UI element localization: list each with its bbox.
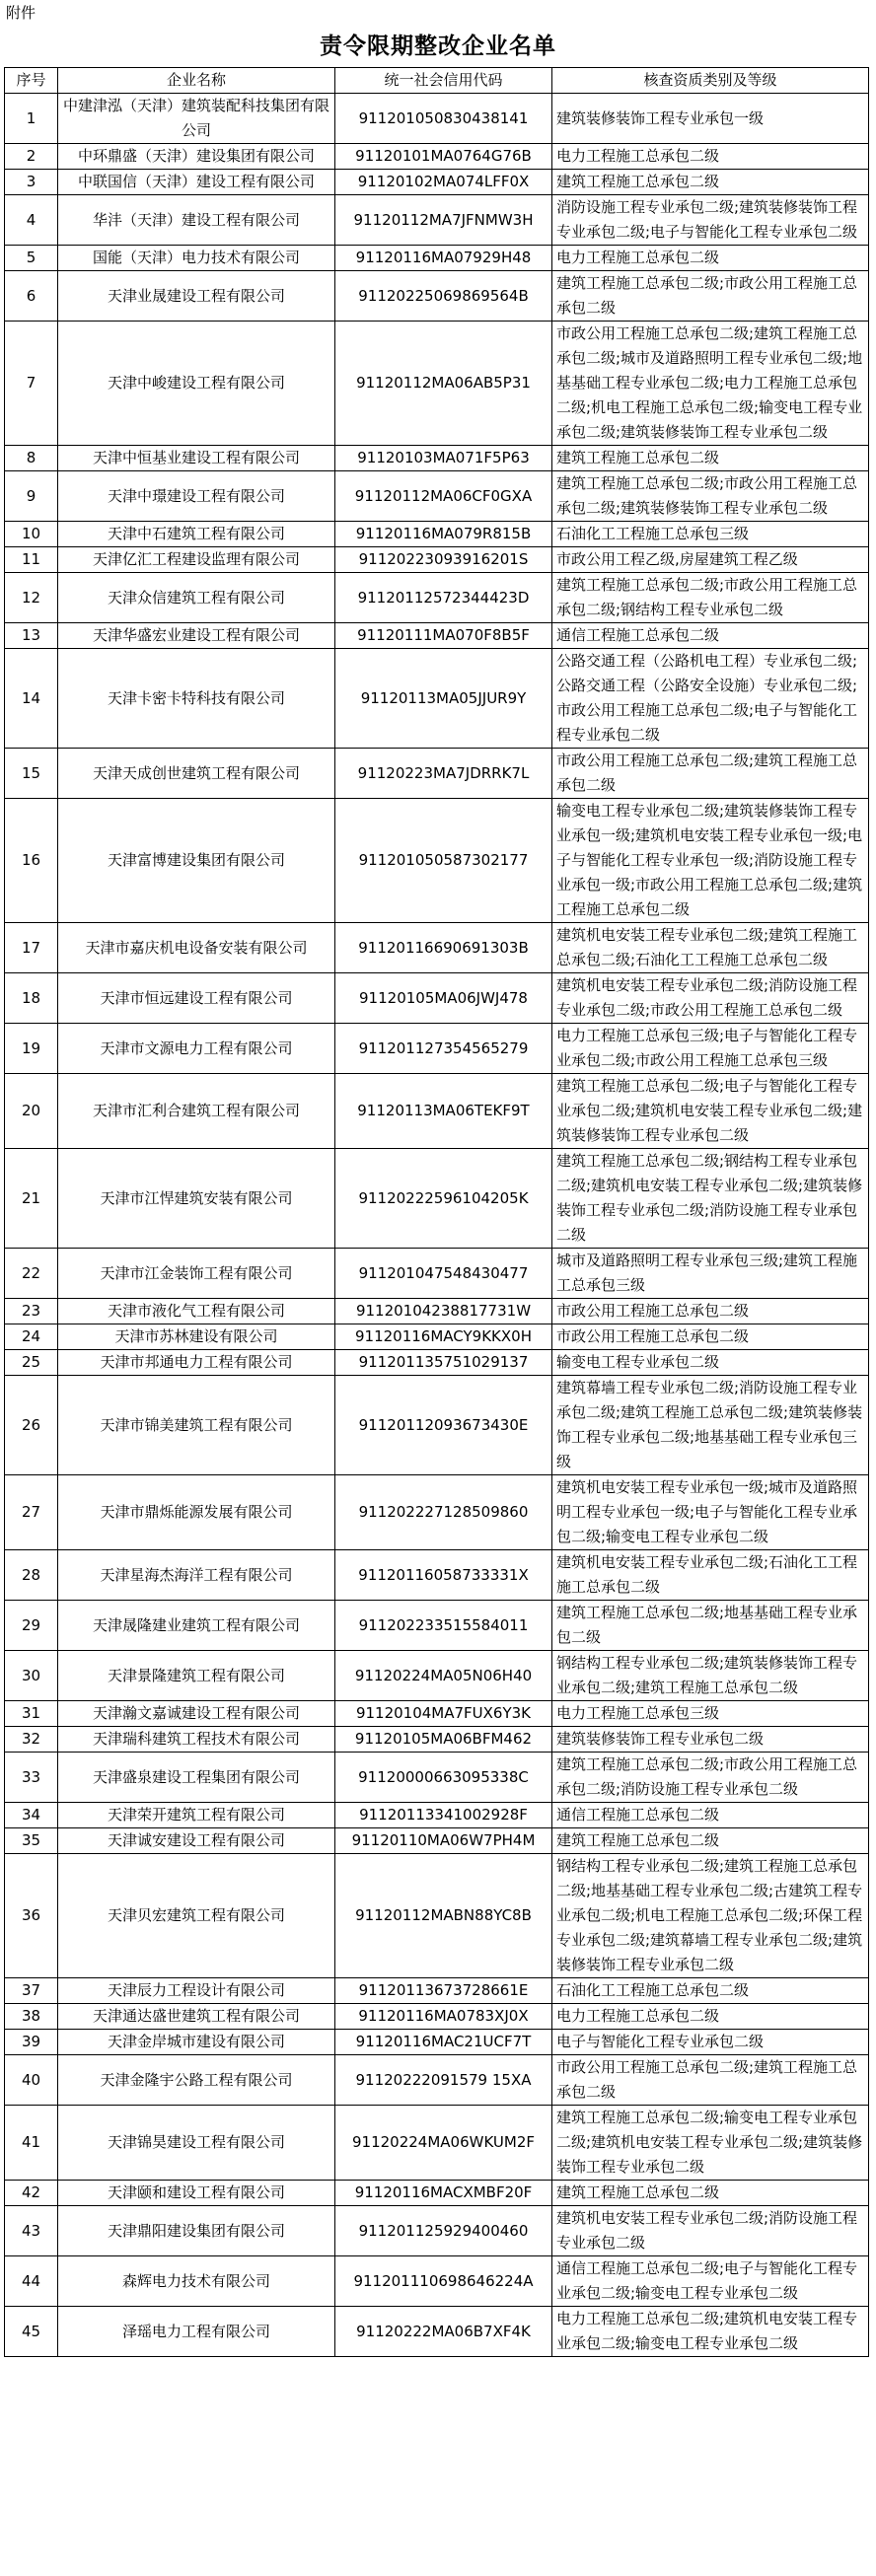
- attachment-label: 附件: [6, 4, 36, 22]
- row-qualification: 市政公用工程施工总承包二级: [552, 1299, 869, 1324]
- table-row: [5, 623, 869, 649]
- row-index: 33: [5, 1753, 58, 1803]
- table-row: [5, 94, 869, 144]
- table-row: [5, 1727, 869, 1753]
- table-row: [5, 799, 869, 923]
- row-index: 34: [5, 1803, 58, 1828]
- row-qualification: 城市及道路照明工程专业承包三级;建筑工程施工总承包三级: [552, 1249, 869, 1299]
- row-qualification: 市政公用工程施工总承包二级: [552, 1324, 869, 1350]
- row-credit-code: 91120116MAC21UCF7T: [335, 2030, 552, 2055]
- row-index: 11: [5, 547, 58, 573]
- row-qualification: 建筑工程施工总承包二级: [552, 170, 869, 195]
- row-index: 3: [5, 170, 58, 195]
- table-row: [5, 1149, 869, 1249]
- row-credit-code: 911201050587302177: [335, 799, 552, 923]
- row-credit-code: 91120112572344423D: [335, 573, 552, 623]
- row-index: 36: [5, 1854, 58, 1978]
- row-credit-code: 91120000663095338C: [335, 1753, 552, 1803]
- row-index: 27: [5, 1475, 58, 1550]
- table-row: [5, 2106, 869, 2181]
- row-credit-code: 911201127354565279: [335, 1024, 552, 1074]
- row-index: 15: [5, 749, 58, 799]
- row-company-name: 中建津泓（天津）建筑装配科技集团有限公司: [58, 94, 335, 144]
- row-index: 17: [5, 923, 58, 973]
- row-company-name: 天津市江悍建筑安装有限公司: [58, 1149, 335, 1249]
- row-index: 26: [5, 1376, 58, 1475]
- table-row: [5, 2256, 869, 2307]
- row-credit-code: 91120102MA074LFF0X: [335, 170, 552, 195]
- row-company-name: 天津市江金装饰工程有限公司: [58, 1249, 335, 1299]
- row-company-name: 天津辰力工程设计有限公司: [58, 1978, 335, 2004]
- row-qualification: 输变电工程专业承包二级: [552, 1350, 869, 1376]
- table-row: [5, 446, 869, 471]
- row-credit-code: 91120223093916201S: [335, 547, 552, 573]
- table-row: [5, 1978, 869, 2004]
- row-company-name: 天津中峻建设工程有限公司: [58, 322, 335, 446]
- row-index: 29: [5, 1601, 58, 1651]
- row-credit-code: 911202233515584011: [335, 1601, 552, 1651]
- row-index: 19: [5, 1024, 58, 1074]
- table-row: [5, 2181, 869, 2206]
- row-index: 40: [5, 2055, 58, 2106]
- row-index: 30: [5, 1651, 58, 1701]
- row-credit-code: 91120101MA0764G76B: [335, 144, 552, 170]
- row-company-name: 天津市汇利合建筑工程有限公司: [58, 1074, 335, 1149]
- row-credit-code: 91120104238817731W: [335, 1299, 552, 1324]
- table-row: [5, 923, 869, 973]
- table-row: [5, 1299, 869, 1324]
- row-company-name: 天津景隆建筑工程有限公司: [58, 1651, 335, 1701]
- row-company-name: 天津市恒远建设工程有限公司: [58, 973, 335, 1024]
- row-company-name: 天津亿汇工程建设监理有限公司: [58, 547, 335, 573]
- row-index: 23: [5, 1299, 58, 1324]
- table-row: [5, 1376, 869, 1475]
- row-index: 4: [5, 195, 58, 246]
- row-company-name: 华沣（天津）建设工程有限公司: [58, 195, 335, 246]
- row-company-name: 天津瑞科建筑工程技术有限公司: [58, 1727, 335, 1753]
- table-row: [5, 2206, 869, 2256]
- table-row: [5, 2307, 869, 2357]
- row-credit-code: 91120116MA0783XJ0X: [335, 2004, 552, 2030]
- row-qualification: 建筑工程施工总承包二级;钢结构工程专业承包二级;建筑机电安装工程专业承包二级;建筑装修装饰工程专业承包二级;消防设施工程专业承包二级: [552, 1149, 869, 1249]
- row-qualification: 市政公用工程施工总承包二级;建筑工程施工总承包二级: [552, 2055, 869, 2106]
- table-row: [5, 649, 869, 749]
- row-qualification: 建筑机电安装工程专业承包二级;石油化工工程施工总承包二级: [552, 1550, 869, 1601]
- row-company-name: 天津中恒基业建设工程有限公司: [58, 446, 335, 471]
- row-qualification: 钢结构工程专业承包二级;建筑装修装饰工程专业承包二级;建筑工程施工总承包二级: [552, 1651, 869, 1701]
- row-credit-code: 91120103MA071F5P63: [335, 446, 552, 471]
- row-index: 25: [5, 1350, 58, 1376]
- row-company-name: 天津市鼎烁能源发展有限公司: [58, 1475, 335, 1550]
- row-index: 45: [5, 2307, 58, 2357]
- row-index: 37: [5, 1978, 58, 2004]
- row-index: 21: [5, 1149, 58, 1249]
- row-company-name: 国能（天津）电力技术有限公司: [58, 246, 335, 271]
- row-qualification: 建筑工程施工总承包二级: [552, 1828, 869, 1854]
- table-row: [5, 973, 869, 1024]
- row-qualification: 建筑装修装饰工程专业承包二级: [552, 1727, 869, 1753]
- table-row: [5, 1803, 869, 1828]
- row-company-name: 天津市锦美建筑工程有限公司: [58, 1376, 335, 1475]
- table-row: [5, 1475, 869, 1550]
- row-company-name: 天津中璟建设工程有限公司: [58, 471, 335, 522]
- row-qualification: 电力工程施工总承包二级: [552, 144, 869, 170]
- row-credit-code: 911201125929400460: [335, 2206, 552, 2256]
- row-index: 12: [5, 573, 58, 623]
- row-qualification: 建筑工程施工总承包二级;输变电工程专业承包二级;建筑机电安装工程专业承包二级;建筑装修装饰工程专业承包二级: [552, 2106, 869, 2181]
- row-index: 32: [5, 1727, 58, 1753]
- row-credit-code: 91120116MACXMBF20F: [335, 2181, 552, 2206]
- row-credit-code: 91120222091579 15XA: [335, 2055, 552, 2106]
- table-row: [5, 322, 869, 446]
- row-index: 31: [5, 1701, 58, 1727]
- row-qualification: 石油化工工程施工总承包三级: [552, 522, 869, 547]
- table-row: [5, 547, 869, 573]
- row-qualification: 输变电工程专业承包二级;建筑装修装饰工程专业承包一级;建筑机电安装工程专业承包一级;电子与智能化工程专业承包一级;消防设施工程专业承包一级;市政公用工程施工总承包二级;建筑工程施工总承包二级: [552, 799, 869, 923]
- row-credit-code: 91120116MACY9KKX0H: [335, 1324, 552, 1350]
- row-index: 28: [5, 1550, 58, 1601]
- row-qualification: 建筑工程施工总承包二级;市政公用工程施工总承包二级;消防设施工程专业承包二级: [552, 1753, 869, 1803]
- row-credit-code: 91120112MA06AB5P31: [335, 322, 552, 446]
- row-index: 14: [5, 649, 58, 749]
- row-index: 41: [5, 2106, 58, 2181]
- row-index: 24: [5, 1324, 58, 1350]
- row-qualification: 电力工程施工总承包二级;建筑机电安装工程专业承包二级;输变电工程专业承包二级: [552, 2307, 869, 2357]
- row-company-name: 天津天成创世建筑工程有限公司: [58, 749, 335, 799]
- row-qualification: 建筑幕墙工程专业承包二级;消防设施工程专业承包二级;建筑工程施工总承包二级;建筑装修装饰工程专业承包二级;地基基础工程专业承包三级: [552, 1376, 869, 1475]
- row-company-name: 天津瀚文嘉诚建设工程有限公司: [58, 1701, 335, 1727]
- row-credit-code: 91120222596104205K: [335, 1149, 552, 1249]
- row-index: 20: [5, 1074, 58, 1149]
- table-row: [5, 144, 869, 170]
- row-qualification: 电力工程施工总承包二级: [552, 2004, 869, 2030]
- row-qualification: 通信工程施工总承包二级: [552, 1803, 869, 1828]
- table-row: [5, 1854, 869, 1978]
- row-credit-code: 91120105MA06BFM462: [335, 1727, 552, 1753]
- row-index: 9: [5, 471, 58, 522]
- table-row: [5, 1324, 869, 1350]
- row-qualification: 建筑工程施工总承包二级: [552, 446, 869, 471]
- row-qualification: 建筑工程施工总承包二级;电子与智能化工程专业承包二级;建筑机电安装工程专业承包二级;建筑装修装饰工程专业承包二级: [552, 1074, 869, 1149]
- row-qualification: 消防设施工程专业承包二级;建筑装修装饰工程专业承包二级;电子与智能化工程专业承包二级: [552, 195, 869, 246]
- table-row: [5, 1753, 869, 1803]
- table-row: [5, 271, 869, 322]
- row-index: 6: [5, 271, 58, 322]
- table-row: [5, 1828, 869, 1854]
- table-row: [5, 246, 869, 271]
- row-qualification: 公路交通工程（公路机电工程）专业承包二级;公路交通工程（公路安全设施）专业承包二级;市政公用工程施工总承包二级;电子与智能化工程专业承包二级: [552, 649, 869, 749]
- row-credit-code: 91120113673728661E: [335, 1978, 552, 2004]
- table-row: [5, 1601, 869, 1651]
- table-row: [5, 471, 869, 522]
- row-company-name: 天津中石建筑工程有限公司: [58, 522, 335, 547]
- row-company-name: 泽瑶电力工程有限公司: [58, 2307, 335, 2357]
- row-company-name: 天津鼎阳建设集团有限公司: [58, 2206, 335, 2256]
- row-index: 13: [5, 623, 58, 649]
- row-company-name: 天津通达盛世建筑工程有限公司: [58, 2004, 335, 2030]
- table-header-row: [5, 68, 869, 94]
- row-qualification: 建筑工程施工总承包二级;地基基础工程专业承包二级: [552, 1601, 869, 1651]
- row-qualification: 市政公用工程乙级,房屋建筑工程乙级: [552, 547, 869, 573]
- row-company-name: 天津金隆宇公路工程有限公司: [58, 2055, 335, 2106]
- row-credit-code: 91120113MA06TEKF9T: [335, 1074, 552, 1149]
- table-row: [5, 1249, 869, 1299]
- row-qualification: 建筑机电安装工程专业承包二级;消防设施工程专业承包二级;市政公用工程施工总承包二级: [552, 973, 869, 1024]
- row-index: 8: [5, 446, 58, 471]
- row-index: 5: [5, 246, 58, 271]
- row-credit-code: 911201050830438141: [335, 94, 552, 144]
- row-credit-code: 91120104MA7FUX6Y3K: [335, 1701, 552, 1727]
- row-credit-code: 91120224MA06WKUM2F: [335, 2106, 552, 2181]
- row-credit-code: 91120222MA06B7XF4K: [335, 2307, 552, 2357]
- row-credit-code: 911201047548430477: [335, 1249, 552, 1299]
- document-title: 责令限期整改企业名单: [320, 34, 556, 59]
- row-qualification: 建筑装修装饰工程专业承包一级: [552, 94, 869, 144]
- row-company-name: 天津业晟建设工程有限公司: [58, 271, 335, 322]
- row-index: 44: [5, 2256, 58, 2307]
- table-row: [5, 1651, 869, 1701]
- row-company-name: 天津诚安建设工程有限公司: [58, 1828, 335, 1854]
- row-credit-code: 91120116MA079R815B: [335, 522, 552, 547]
- row-qualification: 市政公用工程施工总承包二级;建筑工程施工总承包二级: [552, 749, 869, 799]
- row-index: 1: [5, 94, 58, 144]
- header-qualification: 核查资质类别及等级: [552, 68, 869, 94]
- row-qualification: 电力工程施工总承包二级: [552, 246, 869, 271]
- row-qualification: 建筑机电安装工程专业承包二级;消防设施工程专业承包二级: [552, 2206, 869, 2256]
- header-credit-code: 统一社会信用代码: [335, 68, 552, 94]
- row-qualification: 建筑工程施工总承包二级: [552, 2181, 869, 2206]
- row-qualification: 电力工程施工总承包三级;电子与智能化工程专业承包二级;市政公用工程施工总承包三级: [552, 1024, 869, 1074]
- row-credit-code: 91120113341002928F: [335, 1803, 552, 1828]
- row-company-name: 天津晟隆建业建筑工程有限公司: [58, 1601, 335, 1651]
- row-credit-code: 91120223MA7JDRRK7L: [335, 749, 552, 799]
- row-credit-code: 911201110698646224A: [335, 2256, 552, 2307]
- row-credit-code: 91120111MA070F8B5F: [335, 623, 552, 649]
- row-index: 10: [5, 522, 58, 547]
- row-credit-code: 91120116058733331X: [335, 1550, 552, 1601]
- table-row: [5, 749, 869, 799]
- row-index: 18: [5, 973, 58, 1024]
- table-row: [5, 573, 869, 623]
- row-company-name: 天津富博建设集团有限公司: [58, 799, 335, 923]
- row-credit-code: 91120113MA05JJUR9Y: [335, 649, 552, 749]
- row-company-name: 中联国信（天津）建设工程有限公司: [58, 170, 335, 195]
- table-row: [5, 1701, 869, 1727]
- row-credit-code: 91120105MA06JWJ478: [335, 973, 552, 1024]
- row-credit-code: 91120112MA06CF0GXA: [335, 471, 552, 522]
- row-qualification: 建筑机电安装工程专业承包二级;建筑工程施工总承包二级;石油化工工程施工总承包二级: [552, 923, 869, 973]
- row-company-name: 森辉电力技术有限公司: [58, 2256, 335, 2307]
- table-body: [5, 94, 869, 2357]
- row-company-name: 天津众信建筑工程有限公司: [58, 573, 335, 623]
- row-qualification: 通信工程施工总承包二级;电子与智能化工程专业承包二级;输变电工程专业承包二级: [552, 2256, 869, 2307]
- row-company-name: 天津市液化气工程有限公司: [58, 1299, 335, 1324]
- row-index: 22: [5, 1249, 58, 1299]
- table-row: [5, 2004, 869, 2030]
- enterprise-table: [4, 67, 869, 2357]
- row-company-name: 天津金岸城市建设有限公司: [58, 2030, 335, 2055]
- table-row: [5, 522, 869, 547]
- row-qualification: 电子与智能化工程专业承包二级: [552, 2030, 869, 2055]
- row-credit-code: 91120225069869564B: [335, 271, 552, 322]
- row-company-name: 天津华盛宏业建设工程有限公司: [58, 623, 335, 649]
- row-credit-code: 91120224MA05N06H40: [335, 1651, 552, 1701]
- row-qualification: 建筑工程施工总承包二级;市政公用工程施工总承包二级;建筑装修装饰工程专业承包二级: [552, 471, 869, 522]
- row-index: 38: [5, 2004, 58, 2030]
- row-credit-code: 91120116690691303B: [335, 923, 552, 973]
- row-company-name: 天津盛泉建设工程集团有限公司: [58, 1753, 335, 1803]
- row-index: 7: [5, 322, 58, 446]
- row-qualification: 通信工程施工总承包二级: [552, 623, 869, 649]
- row-company-name: 天津市苏林建设有限公司: [58, 1324, 335, 1350]
- table-row: [5, 1074, 869, 1149]
- row-credit-code: 91120112MA7JFNMW3H: [335, 195, 552, 246]
- row-company-name: 天津星海杰海洋工程有限公司: [58, 1550, 335, 1601]
- row-qualification: 建筑工程施工总承包二级;市政公用工程施工总承包二级: [552, 271, 869, 322]
- table-row: [5, 2055, 869, 2106]
- row-qualification: 石油化工工程施工总承包二级: [552, 1978, 869, 2004]
- row-company-name: 天津市嘉庆机电设备安装有限公司: [58, 923, 335, 973]
- header-company-name: 企业名称: [58, 68, 335, 94]
- table-row: [5, 170, 869, 195]
- row-credit-code: 91120112093673430E: [335, 1376, 552, 1475]
- row-qualification: 电力工程施工总承包三级: [552, 1701, 869, 1727]
- row-qualification: 建筑机电安装工程专业承包一级;城市及道路照明工程专业承包一级;电子与智能化工程专业承包二级;输变电工程专业承包二级: [552, 1475, 869, 1550]
- row-credit-code: 91120112MABN88YC8B: [335, 1854, 552, 1978]
- row-company-name: 天津市文源电力工程有限公司: [58, 1024, 335, 1074]
- row-company-name: 天津荣开建筑工程有限公司: [58, 1803, 335, 1828]
- header-index: 序号: [5, 68, 58, 94]
- row-index: 16: [5, 799, 58, 923]
- table-row: [5, 195, 869, 246]
- row-qualification: 建筑工程施工总承包二级;市政公用工程施工总承包二级;钢结构工程专业承包二级: [552, 573, 869, 623]
- row-credit-code: 911201135751029137: [335, 1350, 552, 1376]
- row-credit-code: 91120116MA07929H48: [335, 246, 552, 271]
- row-credit-code: 91120110MA06W7PH4M: [335, 1828, 552, 1854]
- row-qualification: 钢结构工程专业承包二级;建筑工程施工总承包二级;地基基础工程专业承包二级;古建筑工程专业承包二级;机电工程施工总承包二级;环保工程专业承包二级;建筑幕墙工程专业承包二级;建筑装修装饰工程专业承包二级: [552, 1854, 869, 1978]
- table-row: [5, 1350, 869, 1376]
- row-company-name: 天津贝宏建筑工程有限公司: [58, 1854, 335, 1978]
- row-qualification: 市政公用工程施工总承包二级;建筑工程施工总承包二级;城市及道路照明工程专业承包二级;地基基础工程专业承包二级;电力工程施工总承包二级;机电工程施工总承包二级;输变电工程专业承包二级;建筑装修装饰工程专业承包二级: [552, 322, 869, 446]
- row-company-name: 中环鼎盛（天津）建设集团有限公司: [58, 144, 335, 170]
- table-row: [5, 2030, 869, 2055]
- row-credit-code: 911202227128509860: [335, 1475, 552, 1550]
- row-index: 35: [5, 1828, 58, 1854]
- table-row: [5, 1550, 869, 1601]
- row-company-name: 天津市邦通电力工程有限公司: [58, 1350, 335, 1376]
- table-row: [5, 1024, 869, 1074]
- row-index: 39: [5, 2030, 58, 2055]
- row-index: 42: [5, 2181, 58, 2206]
- row-company-name: 天津锦昊建设工程有限公司: [58, 2106, 335, 2181]
- row-index: 2: [5, 144, 58, 170]
- row-company-name: 天津卡密卡特科技有限公司: [58, 649, 335, 749]
- row-company-name: 天津颐和建设工程有限公司: [58, 2181, 335, 2206]
- row-index: 43: [5, 2206, 58, 2256]
